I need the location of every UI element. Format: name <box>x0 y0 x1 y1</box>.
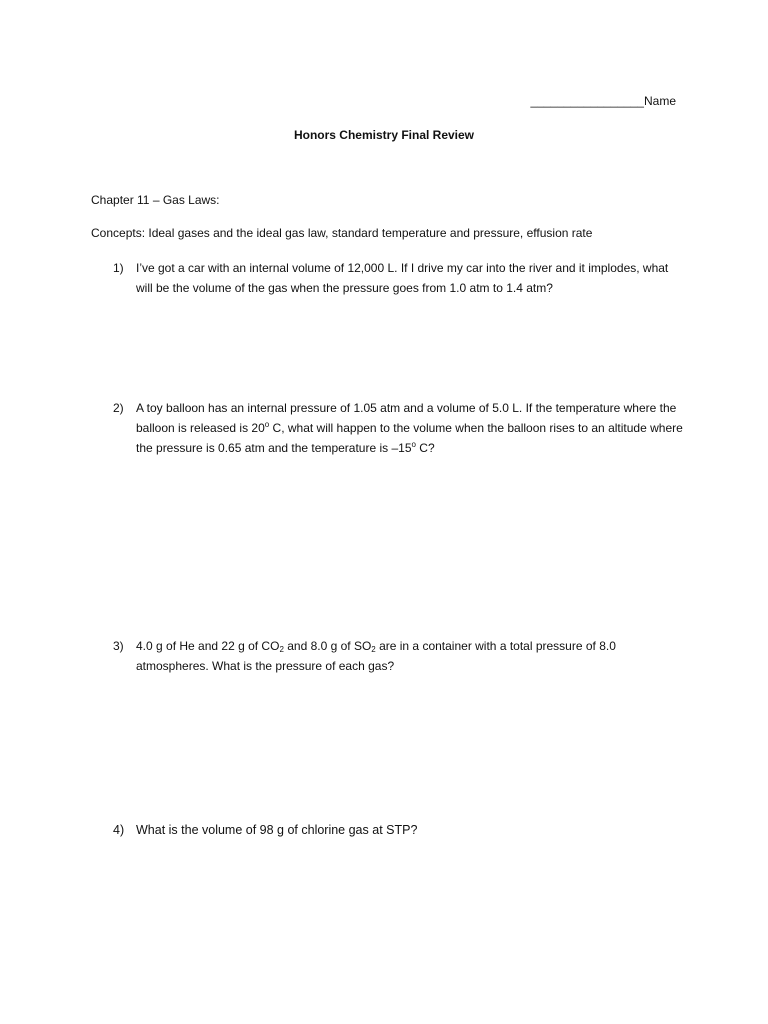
question-text-part: are in a container with a total pressure of 8.0 atmospheres. What is the pressure of each gas? <box>136 639 616 673</box>
degree-symbol: o <box>411 440 416 449</box>
concepts-line: Concepts: Ideal gases and the ideal gas law, standard temperature and pressure, effusion rate <box>91 226 593 240</box>
question-text <box>136 636 683 676</box>
name-label: Name <box>643 94 676 108</box>
name-field-line <box>531 94 676 108</box>
degree-symbol: o <box>264 420 270 429</box>
question-number: 4) <box>113 823 125 837</box>
question-text-part: C? <box>415 441 435 455</box>
page-title: Honors Chemistry Final Review <box>293 128 475 142</box>
question-text <box>136 398 683 458</box>
question-number: 1) <box>113 261 124 275</box>
question-text: What is the volume of 98 g of chlorine gas at STP? <box>136 823 418 837</box>
question-number: 3) <box>113 639 124 653</box>
subscript: 2 <box>279 645 284 654</box>
question-1 <box>113 258 683 298</box>
question-text-part: 4.0 g of He and 22 g of CO <box>136 639 280 653</box>
question-4 <box>113 820 683 840</box>
question-text: I’ve got a car with an internal volume of 12,000 L. If I drive my car into the river and it implodes, what will be the volume of the gas when the pressure goes from 1.0 atm to 1.4 atm? <box>136 261 669 295</box>
question-2 <box>113 398 683 458</box>
question-3 <box>113 636 683 676</box>
question-text-part: C, what will happen to the volume when the balloon rises to an altitude where the pressure is 0.65 atm and the temperature is –15 <box>136 421 683 455</box>
name-blank: _________________ <box>530 94 644 108</box>
question-number: 2) <box>113 401 124 415</box>
chapter-heading: Chapter 11 – Gas Laws: <box>91 193 220 207</box>
subscript: 2 <box>371 645 376 654</box>
question-text-part: A toy balloon has an internal pressure of 1.05 atm and a volume of 5.0 L. If the temperature where the balloon is released is 20 <box>136 401 677 435</box>
question-text-part: and 8.0 g of SO <box>283 639 372 653</box>
